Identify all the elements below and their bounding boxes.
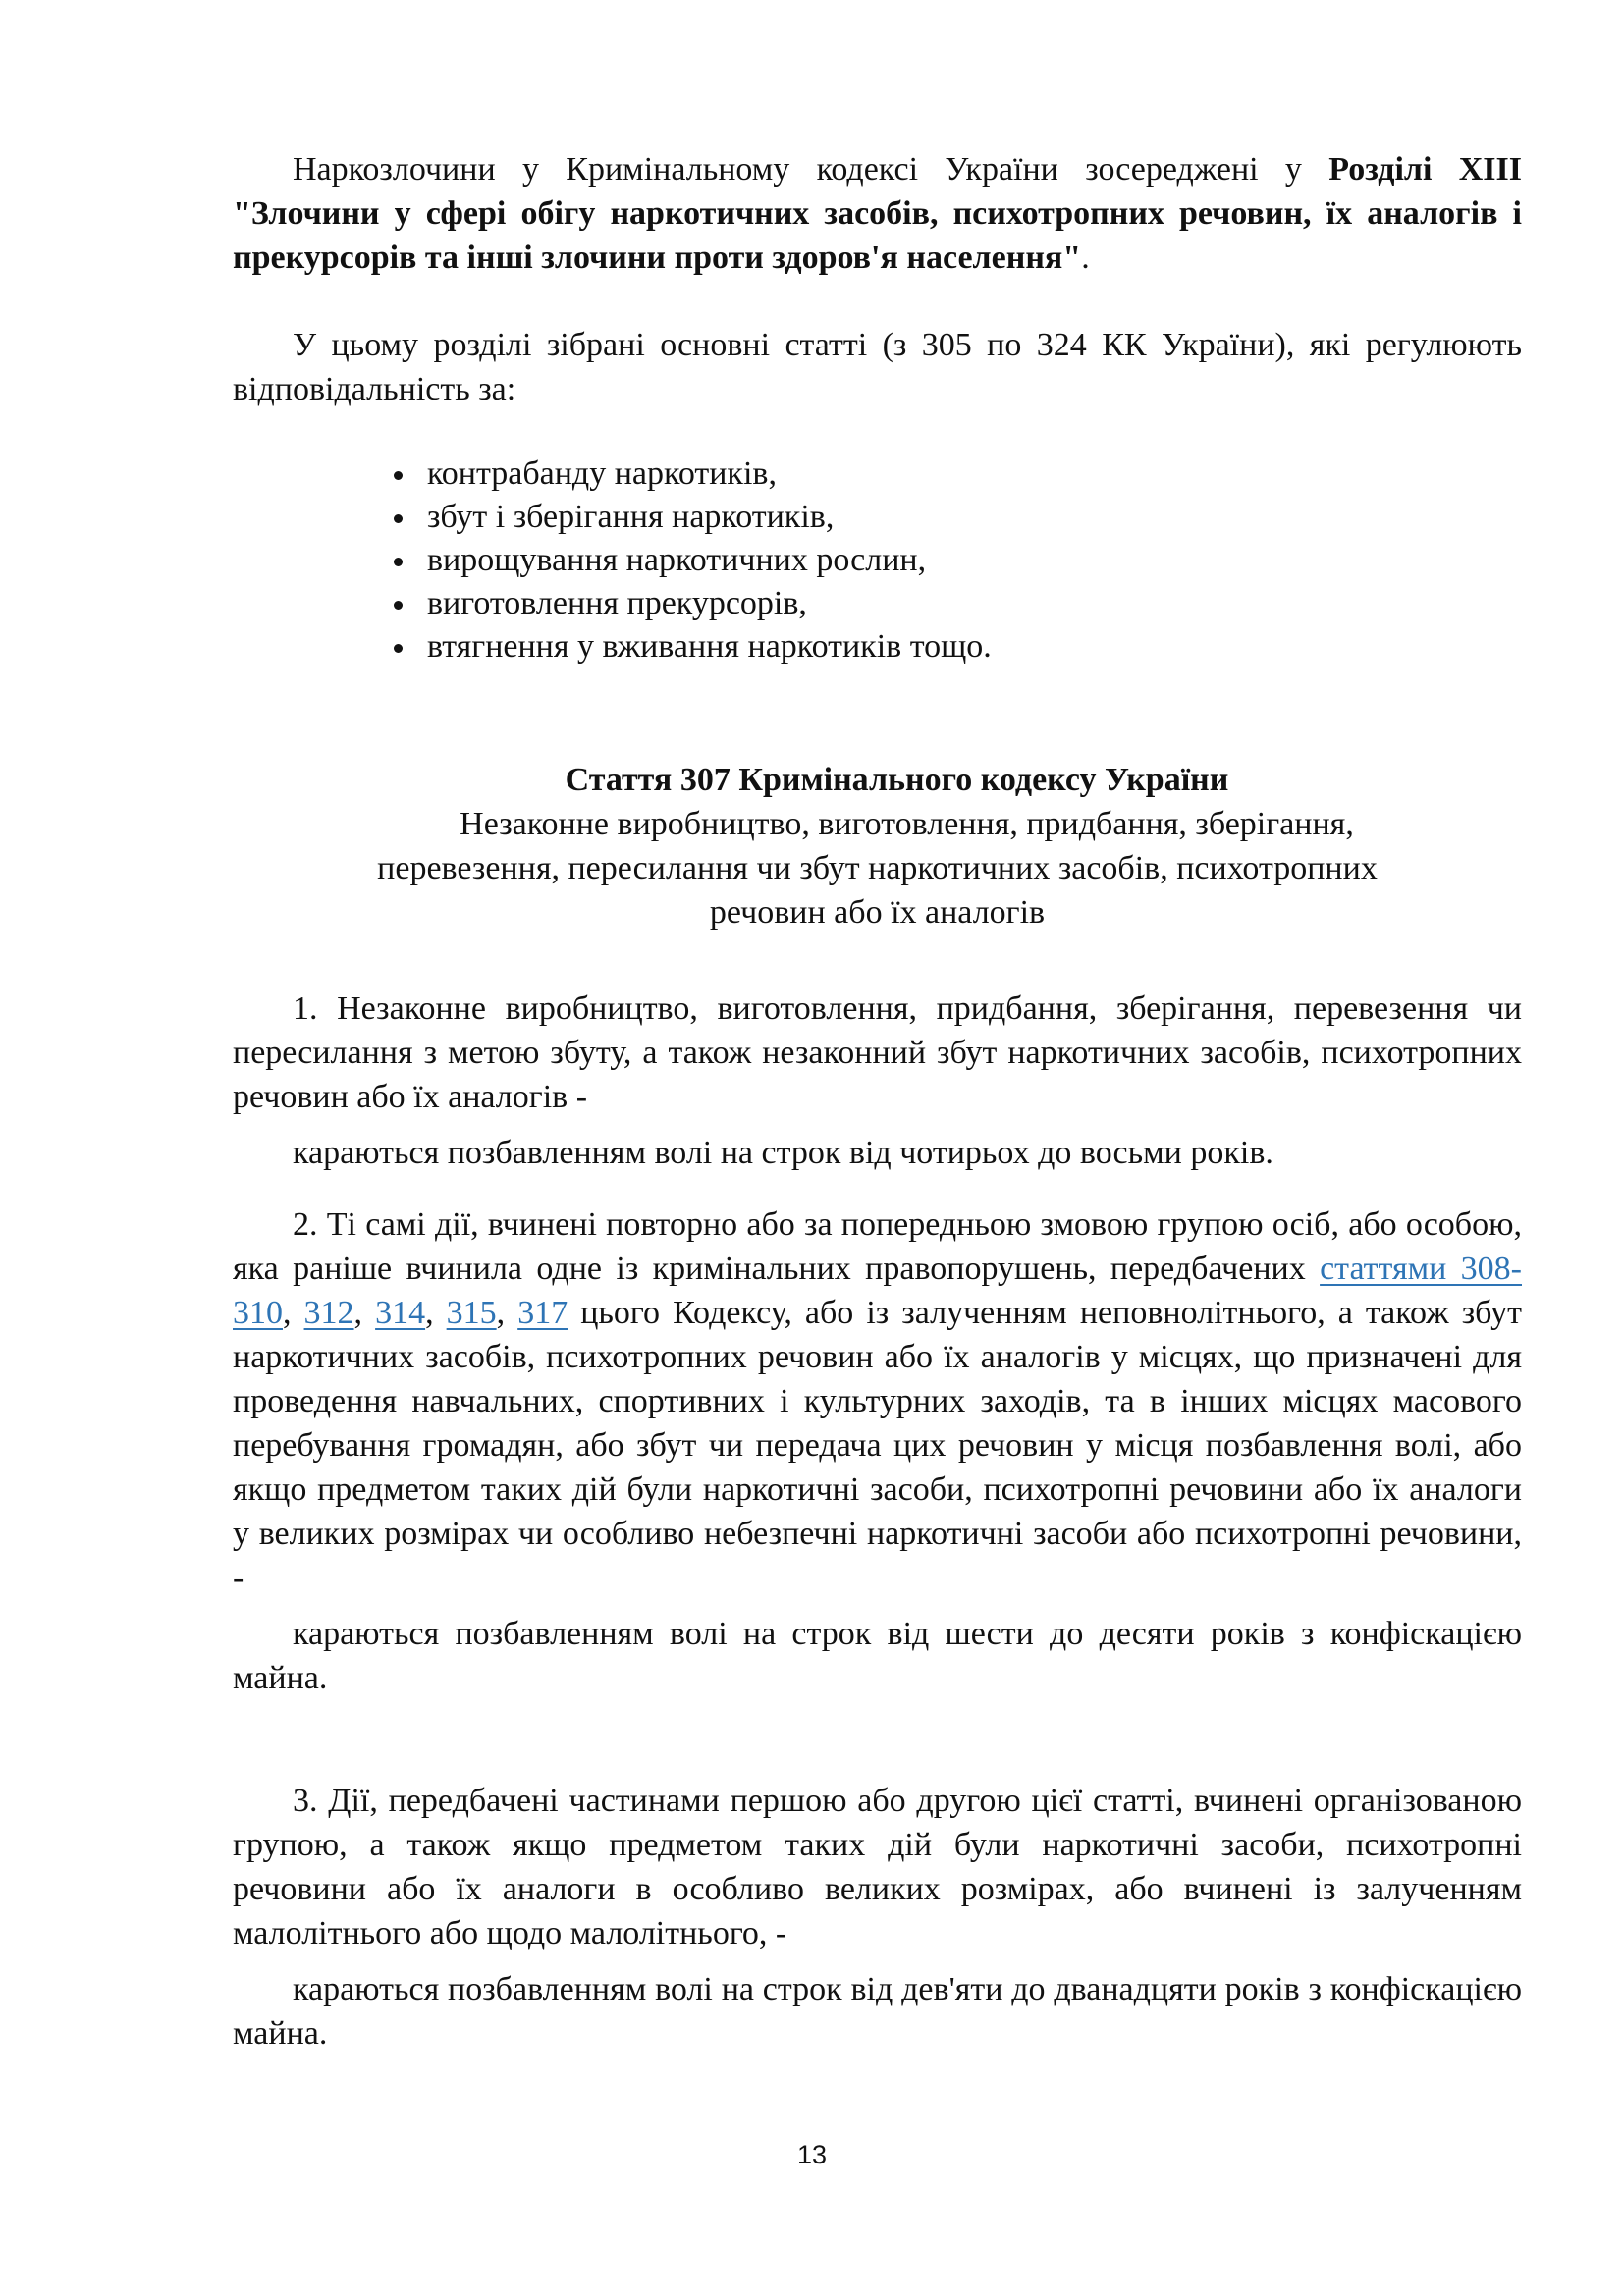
bullet-icon [394, 558, 403, 566]
part-3-penalty: караються позбавленням волі на строк від дев'яти до дванадцяти років з конфіскацією майна. [233, 1971, 1522, 2052]
list-item: втягнення у вживання наркотиків тощо. [388, 625, 992, 668]
list-item: виготовлення прекурсорів, [388, 582, 992, 625]
part-3 [233, 1779, 1522, 2056]
intro-paragraph: Наркозлочини у Кримінальному кодексі України зосереджені у Розділі XIII "Злочини у сфері обігу наркотичних засобів, психотропних речовин, їх аналогів і прекурсорів та інші злочини проти здоров'я населення". [233, 151, 1523, 276]
bullet-icon [394, 644, 403, 653]
part-2-text-end: цього Кодексу, або із залученням неповнолітнього, а також збут наркотичних засобів, психотропних речовин або їх аналогів у місцях, що призначені для проведення навчальних, спортивних і культурних заходів, та в інших місцях масового перебування громадян, або збут чи передача цих речовин у місця позбавлення волі, або якщо предметом таких дій були наркотичні засоби, психотропні речовини або їх аналоги у великих розмірах чи особливо небезпечні наркотичні засоби або психотропні речовини, - [233, 1295, 1523, 1596]
link-article-312[interactable]: 312 [303, 1295, 354, 1331]
section-title-bold: Розділі XIII "Злочини у сфері обігу наркотичних засобів, психотропних речовин, їх аналогів і прекурсорів та інші злочини проти здоров'я населення" [233, 151, 1523, 276]
bullet-icon [394, 601, 403, 610]
part-3-text: 3. Дії, передбачені частинами першою або другою цієї статті, вчинені організованою групою, а також якщо предметом таких дій були наркотичні засоби, психотропні речовини або їх аналоги в особливо великих розмірах, або вчинені із залученням малолітнього або щодо малолітнього, - [233, 1783, 1522, 1951]
link-article-314[interactable]: 314 [375, 1295, 426, 1331]
article-subtitle-line2: перевезення, пересилання чи збут наркотичних засобів, психотропних [377, 850, 1378, 886]
bullet-list [388, 453, 992, 668]
page-number: 13 [796, 2140, 828, 2169]
article-subtitle-line3: речовин або їх аналогів [709, 894, 1046, 931]
part-2: 2. Ті самі дії, вчинені повторно або за попередньою змовою групою осіб, або особою, яка раніше вчинила одне із кримінальних правопорушень, передбачених статтями 308-310, 312, 314, 315, 317 цього Кодексу, або із залученням неповнолітнього, а також збут наркотичних засобів, психотропних речовин або їх аналогів у місцях, що призначені для проведення навчальних, спортивних і культурних заходів, та в інших місцях масового перебування громадян, або збут чи передача цих речовин у місця позбавлення волі, або якщо предметом таких дій були наркотичні засоби, психотропні речовини або їх аналоги у великих розмірах чи особливо небезпечні наркотичні засоби або психотропні речовини, - караються позбавленням волі на строк від шести до десяти років з конфіскацією майна. [233, 1202, 1522, 1700]
bullet-icon [394, 471, 403, 480]
part-2-text-start: 2. Ті самі дії, вчинені повторно або за попередньою змовою групою осіб, або особою, яка раніше вчинила одне із кримінальних правопорушень, передбачених [233, 1206, 1522, 1287]
list-item: збут і зберігання наркотиків, [388, 496, 992, 539]
part-2-penalty: караються позбавленням волі на строк від шести до десяти років з конфіскацією майна. [233, 1616, 1522, 1696]
link-articles-308-310[interactable]: статтями 308-310 [233, 1251, 1522, 1331]
part-1-penalty: караються позбавленням волі на строк від чотирьох до восьми років. [293, 1135, 1273, 1171]
bullet-icon [394, 514, 403, 523]
scope-paragraph [233, 323, 1522, 411]
link-article-317[interactable]: 317 [517, 1295, 568, 1331]
intro-text: Наркозлочини у Кримінальному кодексі України зосереджені у [293, 151, 1329, 187]
list-item: вирощування наркотичних рослин, [388, 539, 992, 582]
article-title: Стаття 307 Кримінального кодексу України [565, 762, 1229, 798]
article-subtitle-line1: Незаконне виробництво, виготовлення, придбання, зберігання, [460, 806, 1354, 842]
part-1 [233, 987, 1522, 1175]
link-article-315[interactable]: 315 [446, 1295, 497, 1331]
article-heading [233, 758, 1522, 934]
part-1-text: 1. Незаконне виробництво, виготовлення, придбання, зберігання, перевезення чи пересилання з метою збуту, а також незаконний збут наркотичних засобів, психотропних речовин або їх аналогів - [233, 990, 1522, 1115]
list-item: контрабанду наркотиків, [388, 453, 992, 496]
scope-text: У цьому розділі зібрані основні статті (з 305 по 324 КК України), які регулюють відповідальність за: [233, 327, 1522, 407]
